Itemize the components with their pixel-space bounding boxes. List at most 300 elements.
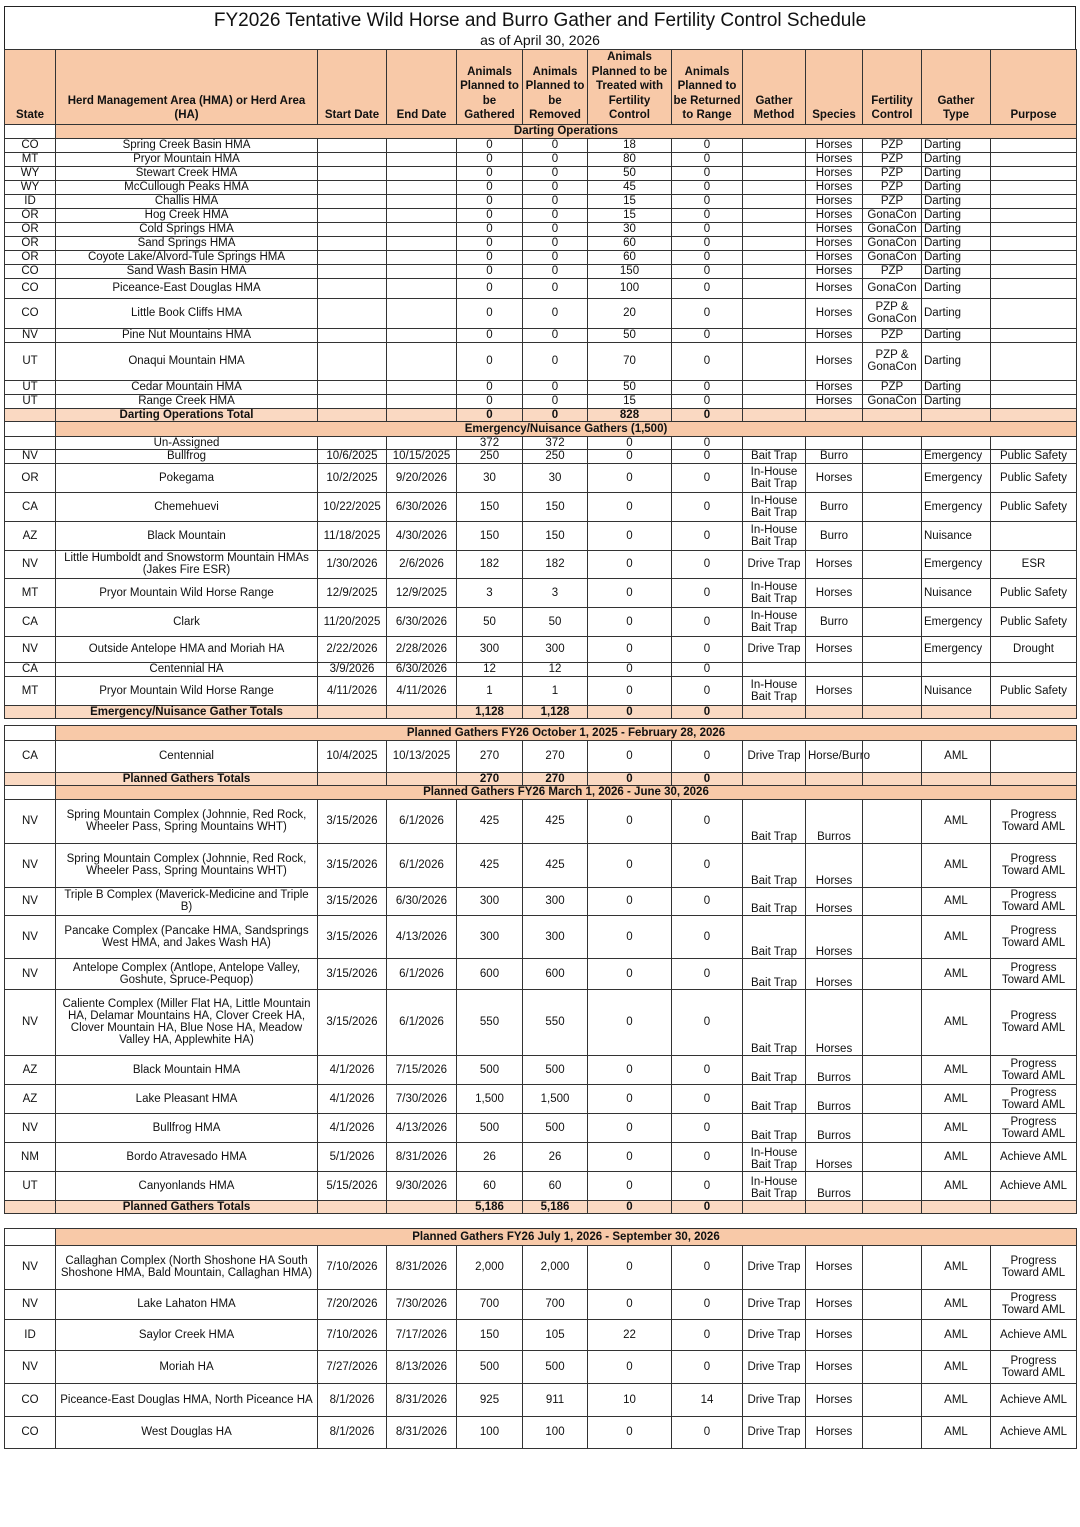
cell-returned: 0 (672, 1055, 743, 1084)
cell-start-date: 11/18/2025 (318, 521, 387, 550)
cell-end-date (387, 298, 457, 328)
cell-removed: 300 (523, 636, 588, 662)
cell-gathered: 0 (457, 250, 523, 264)
cell-purpose (991, 328, 1077, 342)
cell-removed: 150 (523, 492, 588, 521)
cell-returned: 0 (672, 1245, 743, 1289)
cell-fertility-control (863, 1142, 922, 1171)
cell-returned: 0 (672, 521, 743, 550)
total-returned: 0 (672, 408, 743, 421)
cell-gather-type: Nuisance (922, 676, 991, 705)
cell-gathered: 0 (457, 208, 523, 222)
cell-fertility-control: PZP (863, 138, 922, 152)
cell-start-date: 8/1/2026 (318, 1383, 387, 1416)
total-removed: 5,186 (523, 1200, 588, 1213)
cell-start-date (318, 208, 387, 222)
cell-gather-type: Darting (922, 328, 991, 342)
total-type (922, 408, 991, 421)
cell-returned: 0 (672, 278, 743, 298)
cell-end-date (387, 180, 457, 194)
table-row (5, 1289, 1077, 1319)
cell-removed: 500 (523, 1055, 588, 1084)
cell-removed: 0 (523, 328, 588, 342)
cell-end-date: 6/30/2026 (387, 607, 457, 636)
cell-treated: 50 (588, 166, 672, 180)
section-spacer-cell (5, 421, 56, 436)
cell-area: Range Creek HMA (56, 394, 318, 408)
cell-gather-type: Nuisance (922, 521, 991, 550)
total-start (318, 705, 387, 718)
cell-state: NV (5, 915, 56, 958)
table-row (5, 1416, 1077, 1448)
cell-gather-method: In-House Bait Trap (743, 676, 806, 705)
header-removed: Animals Planned to be Removed (523, 50, 588, 125)
cell-species: Burros (806, 1055, 863, 1084)
cell-gather-type: Darting (922, 394, 991, 408)
cell-gather-type: Emergency (922, 492, 991, 521)
cell-removed: 550 (523, 989, 588, 1055)
cell-start-date: 11/20/2025 (318, 607, 387, 636)
cell-removed: 300 (523, 915, 588, 958)
cell-returned: 0 (672, 989, 743, 1055)
cell-returned: 0 (672, 1416, 743, 1448)
cell-species: Horses (806, 342, 863, 380)
cell-end-date: 9/30/2026 (387, 1171, 457, 1200)
table-row (5, 676, 1077, 705)
cell-gather-method: Drive Trap (743, 1245, 806, 1289)
table-row (5, 843, 1077, 887)
cell-state: UT (5, 380, 56, 394)
cell-gather-type: Darting (922, 222, 991, 236)
cell-removed: 2,000 (523, 1245, 588, 1289)
cell-treated: 22 (588, 1319, 672, 1350)
cell-gathered: 0 (457, 194, 523, 208)
cell-gather-type: AML (922, 1171, 991, 1200)
cell-gather-type: AML (922, 1416, 991, 1448)
cell-area: Hog Creek HMA (56, 208, 318, 222)
cell-start-date: 7/10/2026 (318, 1245, 387, 1289)
total-returned: 0 (672, 705, 743, 718)
cell-end-date (387, 342, 457, 380)
cell-treated: 0 (588, 740, 672, 772)
total-treated: 828 (588, 408, 672, 421)
total-removed: 0 (523, 408, 588, 421)
cell-treated: 0 (588, 915, 672, 958)
cell-area: Lake Lahaton HMA (56, 1289, 318, 1319)
cell-area: Stewart Creek HMA (56, 166, 318, 180)
cell-end-date (387, 436, 457, 449)
table-row (5, 550, 1077, 578)
cell-returned: 0 (672, 264, 743, 278)
cell-state: CA (5, 492, 56, 521)
cell-gather-method (743, 152, 806, 166)
cell-fertility-control: GonaCon (863, 394, 922, 408)
cell-area: Sand Wash Basin HMA (56, 264, 318, 278)
cell-gather-type: AML (922, 1383, 991, 1416)
cell-state: CO (5, 138, 56, 152)
cell-purpose: Achieve AML (991, 1142, 1077, 1171)
cell-returned: 0 (672, 662, 743, 676)
cell-species: Horses (806, 166, 863, 180)
cell-fertility-control (863, 550, 922, 578)
section-header-row (5, 725, 1077, 740)
cell-treated: 0 (588, 607, 672, 636)
cell-start-date: 4/1/2026 (318, 1113, 387, 1142)
cell-treated: 0 (588, 1245, 672, 1289)
cell-purpose (991, 436, 1077, 449)
cell-treated: 0 (588, 449, 672, 463)
cell-start-date (318, 298, 387, 328)
cell-gather-method: Drive Trap (743, 1319, 806, 1350)
cell-treated: 0 (588, 989, 672, 1055)
cell-purpose: Achieve AML (991, 1383, 1077, 1416)
cell-area: Pryor Mountain Wild Horse Range (56, 578, 318, 607)
cell-fertility-control: GonaCon (863, 222, 922, 236)
table-row (5, 1319, 1077, 1350)
cell-area: Onaqui Mountain HMA (56, 342, 318, 380)
cell-start-date (318, 180, 387, 194)
cell-species: Burros (806, 1171, 863, 1200)
total-spacer (5, 772, 56, 785)
total-gathered: 270 (457, 772, 523, 785)
cell-purpose (991, 278, 1077, 298)
cell-species: Horses (806, 250, 863, 264)
header-gather-method: Gather Method (743, 50, 806, 125)
cell-state: NV (5, 636, 56, 662)
cell-end-date (387, 194, 457, 208)
cell-removed: 150 (523, 521, 588, 550)
cell-removed: 500 (523, 1350, 588, 1383)
cell-gather-method: Drive Trap (743, 1416, 806, 1448)
cell-gather-method: Bait Trap (743, 1113, 806, 1142)
total-start (318, 408, 387, 421)
cell-end-date: 12/9/2025 (387, 578, 457, 607)
cell-gathered: 550 (457, 989, 523, 1055)
cell-fertility-control (863, 578, 922, 607)
total-spacer (5, 705, 56, 718)
cell-species: Horses (806, 550, 863, 578)
cell-removed: 700 (523, 1289, 588, 1319)
total-purpose (991, 772, 1077, 785)
cell-start-date: 3/15/2026 (318, 799, 387, 843)
cell-species: Horse/Burro (806, 740, 863, 772)
cell-end-date: 4/11/2026 (387, 676, 457, 705)
cell-purpose (991, 662, 1077, 676)
cell-fertility-control (863, 887, 922, 915)
cell-start-date: 10/22/2025 (318, 492, 387, 521)
cell-gather-method: In-House Bait Trap (743, 463, 806, 492)
cell-gather-type: Darting (922, 342, 991, 380)
cell-area: Bullfrog HMA (56, 1113, 318, 1142)
cell-area: Clark (56, 607, 318, 636)
section-title: Emergency/Nuisance Gathers (1,500) (56, 421, 1077, 436)
cell-purpose (991, 194, 1077, 208)
cell-state: CA (5, 740, 56, 772)
header-gathered: Animals Planned to be Gathered (457, 50, 523, 125)
cell-treated: 0 (588, 463, 672, 492)
cell-returned: 0 (672, 222, 743, 236)
cell-area: Pokegama (56, 463, 318, 492)
cell-purpose (991, 264, 1077, 278)
cell-gather-type: Nuisance (922, 578, 991, 607)
cell-fertility-control: PZP & GonaCon (863, 298, 922, 328)
cell-state: CO (5, 264, 56, 278)
cell-removed: 300 (523, 887, 588, 915)
cell-species: Horses (806, 989, 863, 1055)
cell-gathered: 0 (457, 166, 523, 180)
cell-species: Horses (806, 1350, 863, 1383)
cell-gathered: 925 (457, 1383, 523, 1416)
cell-state: MT (5, 578, 56, 607)
total-end (387, 1200, 457, 1213)
cell-species: Horses (806, 636, 863, 662)
cell-returned: 0 (672, 1113, 743, 1142)
cell-state: ID (5, 1319, 56, 1350)
cell-gathered: 300 (457, 887, 523, 915)
cell-gather-method: In-House Bait Trap (743, 1142, 806, 1171)
table-row (5, 662, 1077, 676)
cell-start-date (318, 278, 387, 298)
cell-start-date (318, 264, 387, 278)
cell-area: Saylor Creek HMA (56, 1319, 318, 1350)
cell-gathered: 300 (457, 915, 523, 958)
cell-removed: 1 (523, 676, 588, 705)
total-type (922, 705, 991, 718)
cell-state: NV (5, 843, 56, 887)
cell-treated: 80 (588, 152, 672, 166)
cell-purpose: Public Safety (991, 492, 1077, 521)
cell-state: WY (5, 166, 56, 180)
cell-returned: 0 (672, 1350, 743, 1383)
table-row (5, 989, 1077, 1055)
cell-purpose: Progress Toward AML (991, 1289, 1077, 1319)
cell-end-date: 7/30/2026 (387, 1289, 457, 1319)
total-species (806, 1200, 863, 1213)
cell-area: Sand Springs HMA (56, 236, 318, 250)
cell-treated: 0 (588, 799, 672, 843)
cell-treated: 0 (588, 521, 672, 550)
cell-removed: 60 (523, 1171, 588, 1200)
cell-gather-type: Emergency (922, 449, 991, 463)
header-row (5, 50, 1077, 125)
cell-gather-type: Darting (922, 138, 991, 152)
cell-gather-type: Emergency (922, 550, 991, 578)
cell-gathered: 0 (457, 394, 523, 408)
cell-removed: 182 (523, 550, 588, 578)
cell-returned: 0 (672, 1084, 743, 1113)
total-start (318, 1200, 387, 1213)
cell-species: Horses (806, 208, 863, 222)
cell-removed: 0 (523, 278, 588, 298)
cell-fertility-control: GonaCon (863, 208, 922, 222)
table-row (5, 1142, 1077, 1171)
cell-gathered: 1,500 (457, 1084, 523, 1113)
cell-gather-method: In-House Bait Trap (743, 492, 806, 521)
cell-species: Horses (806, 194, 863, 208)
cell-end-date: 2/6/2026 (387, 550, 457, 578)
header-purpose: Purpose (991, 50, 1077, 125)
section-total-row (5, 408, 1077, 421)
section-total-row (5, 1200, 1077, 1213)
cell-treated: 20 (588, 298, 672, 328)
cell-gathered: 700 (457, 1289, 523, 1319)
cell-species: Horses (806, 328, 863, 342)
cell-gather-method: Drive Trap (743, 1289, 806, 1319)
cell-gather-type: Emergency (922, 636, 991, 662)
cell-treated: 0 (588, 1142, 672, 1171)
cell-gather-method (743, 250, 806, 264)
cell-species: Burro (806, 521, 863, 550)
total-treated: 0 (588, 1200, 672, 1213)
cell-start-date: 3/15/2026 (318, 989, 387, 1055)
cell-species: Horses (806, 1416, 863, 1448)
cell-state: OR (5, 250, 56, 264)
cell-returned: 0 (672, 607, 743, 636)
cell-start-date: 1/30/2026 (318, 550, 387, 578)
cell-gather-type: AML (922, 843, 991, 887)
cell-removed: 105 (523, 1319, 588, 1350)
cell-state: OR (5, 463, 56, 492)
cell-state: WY (5, 180, 56, 194)
cell-treated: 0 (588, 492, 672, 521)
total-gathered: 1,128 (457, 705, 523, 718)
cell-purpose (991, 208, 1077, 222)
cell-species: Burros (806, 1113, 863, 1142)
cell-end-date: 8/31/2026 (387, 1416, 457, 1448)
cell-fertility-control (863, 636, 922, 662)
cell-state: CA (5, 662, 56, 676)
cell-gathered: 270 (457, 740, 523, 772)
cell-start-date: 10/2/2025 (318, 463, 387, 492)
section-title: Darting Operations (56, 124, 1077, 138)
total-start (318, 772, 387, 785)
cell-start-date: 7/27/2026 (318, 1350, 387, 1383)
cell-treated: 15 (588, 394, 672, 408)
cell-fertility-control (863, 463, 922, 492)
cell-species (806, 662, 863, 676)
cell-fertility-control (863, 492, 922, 521)
table-row (5, 1084, 1077, 1113)
schedule-sheet (4, 6, 1076, 1449)
cell-removed: 50 (523, 607, 588, 636)
total-gathered: 5,186 (457, 1200, 523, 1213)
cell-area: Piceance-East Douglas HMA, North Piceance HA (56, 1383, 318, 1416)
cell-start-date (318, 166, 387, 180)
cell-start-date (318, 380, 387, 394)
cell-state: UT (5, 1171, 56, 1200)
total-fertility (863, 772, 922, 785)
section-spacer-cell (5, 785, 56, 799)
cell-species: Horses (806, 138, 863, 152)
cell-gather-method: Drive Trap (743, 636, 806, 662)
table-row (5, 740, 1077, 772)
cell-end-date (387, 380, 457, 394)
total-end (387, 705, 457, 718)
cell-area: Antelope Complex (Antlope, Antelope Valley, Goshute, Spruce-Pequop) (56, 958, 318, 989)
cell-species: Horses (806, 1142, 863, 1171)
cell-area: Challis HMA (56, 194, 318, 208)
cell-species (806, 436, 863, 449)
cell-fertility-control (863, 1084, 922, 1113)
cell-end-date: 6/1/2026 (387, 958, 457, 989)
cell-purpose: Progress Toward AML (991, 958, 1077, 989)
document-title: FY2026 Tentative Wild Horse and Burro Gather and Fertility Control Schedule (213, 10, 867, 31)
cell-species: Horses (806, 222, 863, 236)
cell-gather-method: Bait Trap (743, 449, 806, 463)
table-row (5, 264, 1077, 278)
cell-fertility-control: PZP (863, 152, 922, 166)
cell-state: ID (5, 194, 56, 208)
table-row (5, 208, 1077, 222)
cell-purpose (991, 166, 1077, 180)
header-fertility-control: Fertility Control (863, 50, 922, 125)
cell-gather-method: In-House Bait Trap (743, 521, 806, 550)
cell-removed: 30 (523, 463, 588, 492)
cell-purpose: Progress Toward AML (991, 1245, 1077, 1289)
cell-gather-method (743, 394, 806, 408)
cell-state: OR (5, 236, 56, 250)
table-row (5, 166, 1077, 180)
cell-returned: 0 (672, 887, 743, 915)
cell-area: Spring Mountain Complex (Johnnie, Red Rock, Wheeler Pass, Spring Mountains WHT) (56, 843, 318, 887)
cell-purpose (991, 138, 1077, 152)
cell-returned: 0 (672, 236, 743, 250)
cell-end-date (387, 264, 457, 278)
cell-returned: 0 (672, 449, 743, 463)
cell-area: Outside Antelope HMA and Moriah HA (56, 636, 318, 662)
cell-start-date: 4/1/2026 (318, 1084, 387, 1113)
cell-fertility-control: PZP (863, 166, 922, 180)
cell-treated: 45 (588, 180, 672, 194)
table-row (5, 449, 1077, 463)
header-end-date: End Date (387, 50, 457, 125)
cell-purpose: Progress Toward AML (991, 1055, 1077, 1084)
cell-treated: 0 (588, 887, 672, 915)
cell-area: Cedar Mountain HMA (56, 380, 318, 394)
cell-gathered: 425 (457, 799, 523, 843)
cell-gather-method: Drive Trap (743, 1350, 806, 1383)
cell-end-date: 6/30/2026 (387, 492, 457, 521)
cell-treated: 0 (588, 676, 672, 705)
cell-purpose: Progress Toward AML (991, 1113, 1077, 1142)
cell-removed: 425 (523, 799, 588, 843)
cell-purpose: Public Safety (991, 463, 1077, 492)
cell-gather-method (743, 264, 806, 278)
section-spacer-cell (5, 1228, 56, 1245)
title-block (4, 6, 1076, 49)
cell-area: Bullfrog (56, 449, 318, 463)
table-row (5, 1350, 1077, 1383)
cell-gather-method: Bait Trap (743, 958, 806, 989)
section-header-row (5, 124, 1077, 138)
cell-fertility-control (863, 436, 922, 449)
cell-gather-method (743, 380, 806, 394)
cell-returned: 0 (672, 394, 743, 408)
cell-returned: 14 (672, 1383, 743, 1416)
cell-state: CO (5, 298, 56, 328)
cell-removed: 0 (523, 264, 588, 278)
section-title: Planned Gathers FY26 July 1, 2026 - September 30, 2026 (56, 1228, 1077, 1245)
table-row (5, 138, 1077, 152)
cell-state: OR (5, 208, 56, 222)
table-row (5, 328, 1077, 342)
cell-gathered: 0 (457, 380, 523, 394)
cell-gathered: 500 (457, 1350, 523, 1383)
cell-returned: 0 (672, 740, 743, 772)
cell-start-date: 4/11/2026 (318, 676, 387, 705)
cell-start-date: 3/15/2026 (318, 887, 387, 915)
cell-state: MT (5, 676, 56, 705)
